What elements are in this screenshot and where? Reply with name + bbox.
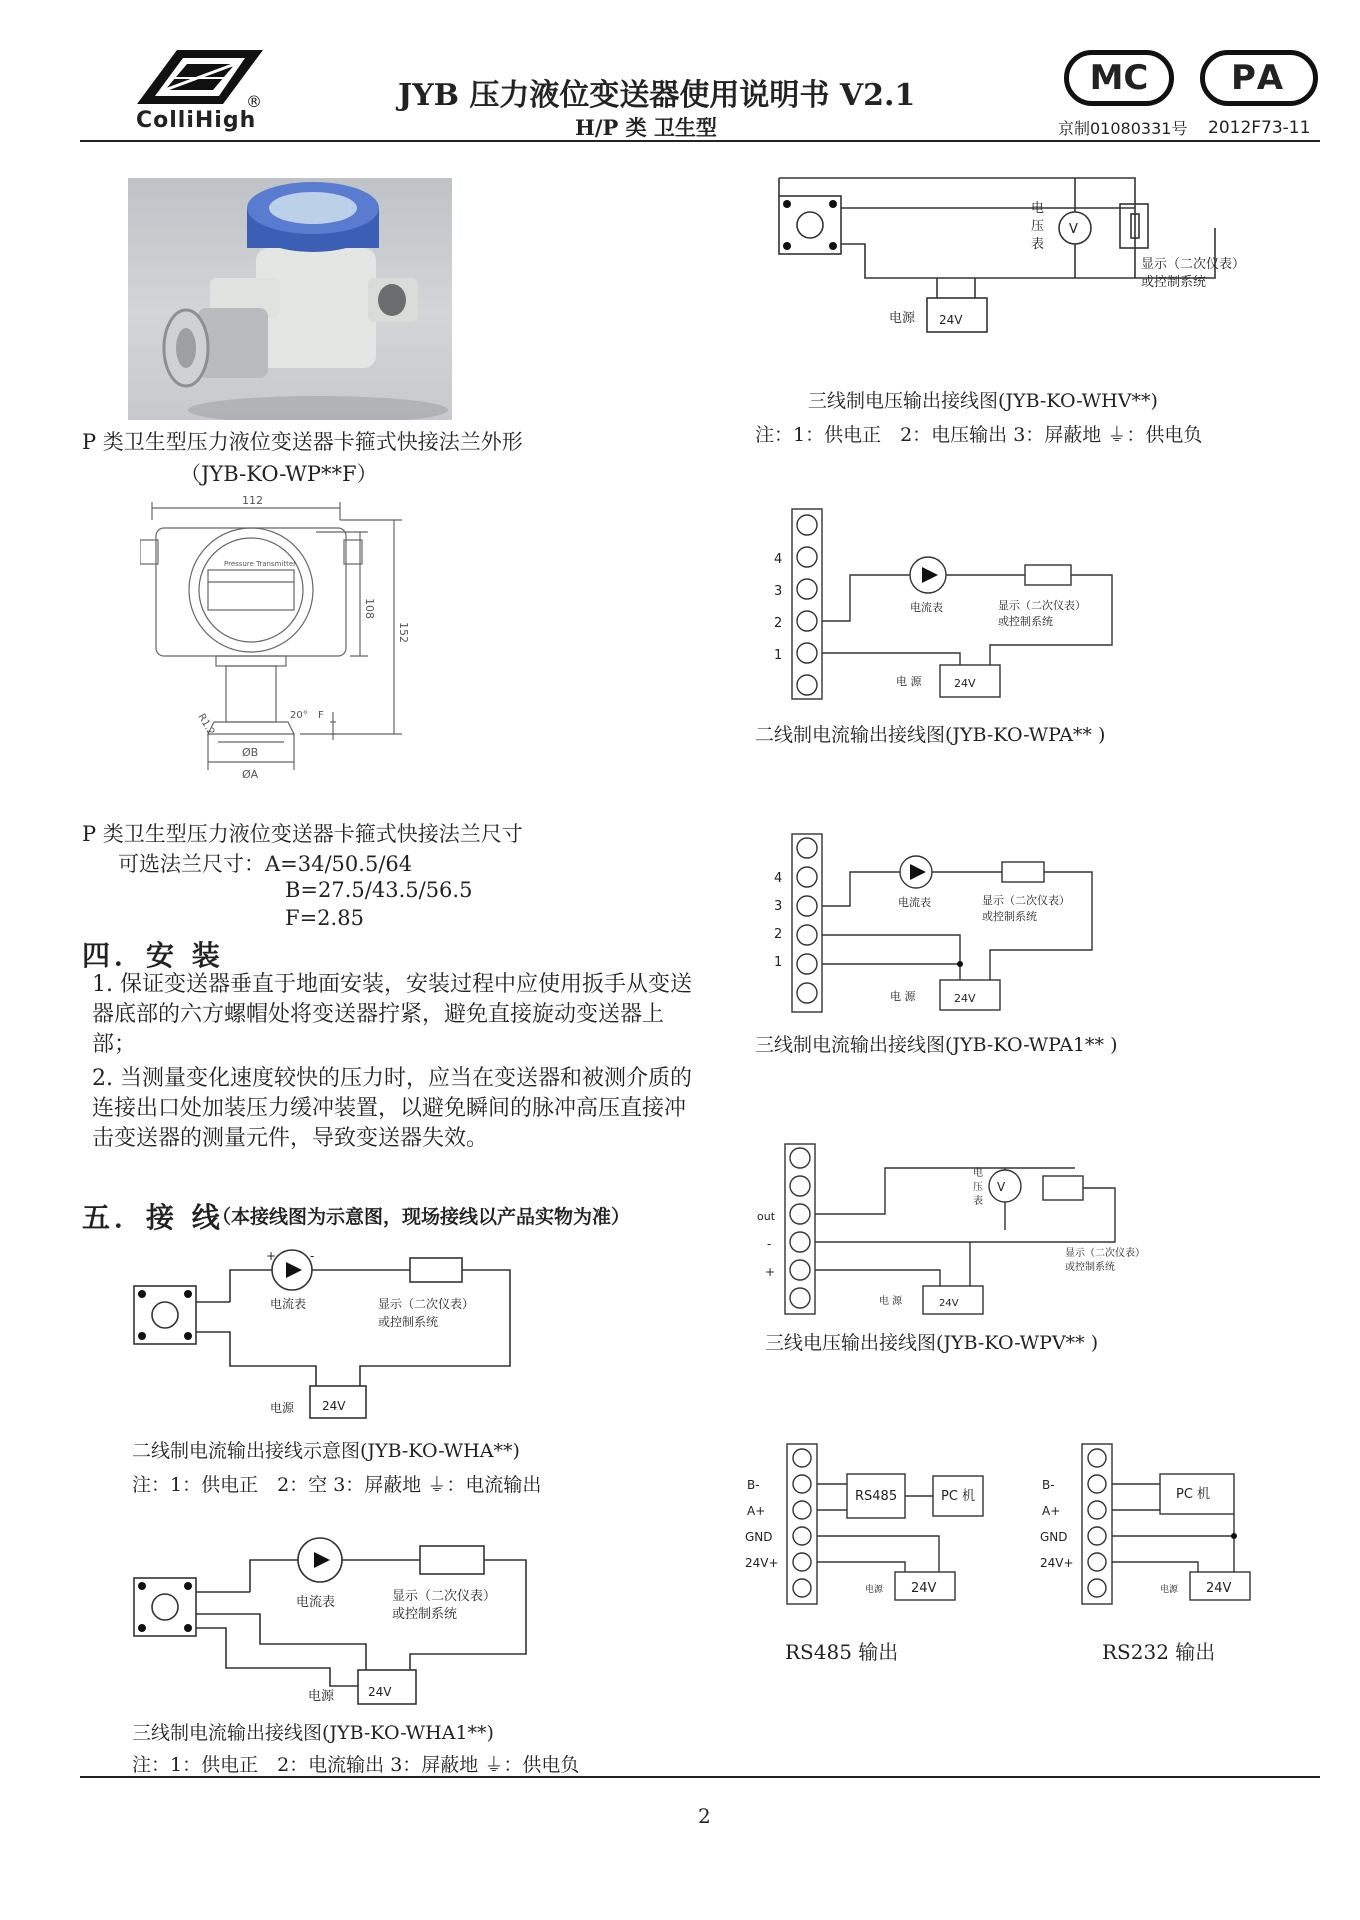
header-rule	[80, 140, 1320, 142]
voltage-label-7: 24V	[911, 1581, 937, 1596]
terminal-2: 2	[774, 616, 783, 631]
voltage-label-5: 24V	[954, 992, 976, 1005]
rs232-a-plus: A+	[1042, 1504, 1061, 1518]
power-label-2: 电源	[308, 1689, 335, 1704]
display-label-5: 显示（二次仪表）	[982, 894, 1070, 907]
terminal-plus: +	[765, 1265, 776, 1279]
page-number: 2	[698, 1804, 711, 1828]
voltmeter-label-5: 压	[973, 1182, 983, 1193]
wpa-caption: 二线制电流输出接线图(JYB-KO-WPA** )	[755, 724, 1106, 746]
section-4-title: 四．安 装	[82, 939, 224, 972]
ammeter-label-4: 电流表	[910, 601, 943, 614]
wha-note: 注：1：供电正 2：空 3：屏蔽地 ⏚：电流输出	[132, 1474, 542, 1496]
power-label-5: 电 源	[890, 990, 916, 1003]
rs485-caption: RS485 输出	[785, 1640, 899, 1664]
wha1-caption: 三线制电流输出接线图(JYB-KO-WHA1**)	[132, 1722, 494, 1744]
dim-f: F	[318, 710, 324, 721]
control-label: 或控制系统	[378, 1315, 439, 1329]
rs485-a-plus: A+	[747, 1504, 766, 1518]
voltage-label-4: 24V	[954, 677, 976, 690]
terminal-1: 1	[774, 648, 783, 663]
voltage-label-2: 24V	[368, 1685, 392, 1699]
terminal-3: 3	[774, 584, 783, 599]
display-label-6: 显示（二次仪表）	[1065, 1248, 1145, 1259]
control-label-5: 或控制系统	[982, 910, 1037, 923]
rs485-24v-plus: 24V+	[745, 1556, 779, 1570]
whv-caption: 三线制电压输出接线图(JYB-KO-WHV**)	[808, 390, 1158, 412]
dimension-drawing	[140, 490, 440, 790]
rs232-24v-plus: 24V+	[1040, 1556, 1074, 1570]
control-label-2: 或控制系统	[392, 1607, 458, 1622]
wha-caption: 二线制电流输出接线示意图(JYB-KO-WHA**)	[132, 1440, 520, 1462]
control-label-4: 或控制系统	[998, 615, 1053, 628]
voltmeter-label-1: 电	[1031, 201, 1045, 216]
voltage-label-8: 24V	[1206, 1581, 1232, 1596]
section-4-para-1: 1. 保证变送器垂直于地面安装，安装过程中应使用扳手从变送器底部的六方螺帽处将变送器拧紧，避免直接旋动变送器上部；	[92, 972, 692, 1057]
terminal-3b: 3	[774, 899, 783, 914]
wpv-caption: 三线电压输出接线图(JYB-KO-WPV** )	[765, 1332, 1099, 1354]
terminal-4: 4	[774, 552, 783, 567]
wiring-diagram-wpa	[760, 505, 1140, 705]
dim-height-152: 152	[397, 622, 410, 643]
power-label-4: 电 源	[896, 675, 922, 688]
ammeter-label-5: 电流表	[898, 896, 931, 909]
wiring-diagram-wha	[130, 1246, 530, 1426]
display-label: 显示（二次仪表）	[378, 1297, 475, 1311]
terminal-2b: 2	[774, 927, 783, 942]
minus-sign: -	[310, 1249, 315, 1263]
rs232-b-minus: B-	[1042, 1478, 1055, 1492]
footer-rule	[80, 1776, 1320, 1778]
cpa-mark-icon: PA	[1200, 50, 1318, 106]
product-photo	[128, 178, 452, 420]
voltage-label: 24V	[322, 1399, 346, 1413]
rs485-module: RS485	[855, 1489, 898, 1504]
rs232-gnd: GND	[1040, 1530, 1068, 1544]
dim-caption: P 类卫生型压力液位变送器卡箍式快接法兰尺寸	[82, 822, 523, 846]
power-label-6: 电 源	[879, 1296, 903, 1307]
dim-radius: R1.2	[195, 712, 217, 738]
dim-angle: 20°	[290, 710, 308, 721]
voltage-label-3: 24V	[939, 313, 963, 327]
rs485-b-minus: B-	[747, 1478, 760, 1492]
cert-number-1: 京制01080331号	[1058, 119, 1188, 138]
voltmeter-label-6: 表	[973, 1196, 983, 1207]
wiring-diagram-wpv	[755, 1140, 1175, 1320]
photo-caption-2: （JYB-KO-WP**F）	[180, 462, 378, 486]
terminal-1b: 1	[774, 955, 783, 970]
dim-a: ØA	[242, 768, 259, 781]
voltmeter-label-4: 电	[973, 1168, 983, 1179]
power-label-8: 电源	[1160, 1585, 1179, 1595]
wiring-diagram-rs232	[1040, 1440, 1300, 1610]
dim-b: ØB	[242, 746, 259, 759]
wiring-diagram-wpa1	[760, 830, 1120, 1020]
plus-sign: +	[266, 1249, 277, 1263]
section-5-title: 五．接 线	[82, 1201, 224, 1234]
doc-subtitle: H/P 类 卫生型	[575, 115, 717, 140]
ammeter-label: 电流表	[270, 1297, 307, 1311]
flange-line-3: F=2.85	[285, 906, 364, 930]
control-label-6: 或控制系统	[1065, 1262, 1115, 1273]
control-label-3: 或控制系统	[1141, 275, 1207, 290]
dim-width: 112	[242, 494, 263, 507]
display-label-3: 显示（二次仪表）	[1141, 257, 1246, 272]
wiring-diagram-wha1	[130, 1534, 550, 1714]
logo-registered: ®	[246, 92, 262, 111]
dim-height-108: 108	[363, 598, 376, 619]
display-label-4: 显示（二次仪表）	[998, 599, 1086, 612]
terminal-minus: -	[767, 1237, 772, 1251]
pc-label-2: PC 机	[1176, 1487, 1211, 1502]
wiring-diagram-whv	[775, 168, 1255, 338]
wpa1-caption: 三线制电流输出接线图(JYB-KO-WPA1** )	[755, 1034, 1118, 1056]
voltage-label-6: 24V	[939, 1298, 959, 1309]
whv-note: 注：1：供电正 2：电压输出 3：屏蔽地 ⏚：供电负	[755, 424, 1203, 446]
logo-text: ColliHigh	[136, 108, 257, 133]
flange-line-1: 可选法兰尺寸：A=34/50.5/64	[118, 852, 413, 876]
voltmeter-v-2: V	[997, 1180, 1006, 1194]
wha1-note: 注：1：供电正 2：电流输出 3：屏蔽地 ⏚：供电负	[132, 1754, 580, 1776]
section-4-para-2: 2. 当测量变化速度较快的压力时，应当在变送器和被测介质的连接出口处加装压力缓冲装置，以避免瞬间的脉冲高压直接冲击变送器的测量元件，导致变送器失效。	[92, 1066, 692, 1151]
transmitter-photo-icon	[128, 178, 452, 420]
voltmeter-v: V	[1069, 222, 1078, 237]
flange-line-2: B=27.5/43.5/56.5	[285, 878, 473, 902]
dim-label: Pressure Transmitter	[224, 560, 297, 568]
ammeter-label-2: 电流表	[296, 1595, 336, 1610]
terminal-4b: 4	[774, 871, 783, 886]
photo-caption-1: P 类卫生型压力液位变送器卡箍式快接法兰外形	[82, 430, 523, 454]
voltmeter-label-2: 压	[1031, 219, 1045, 234]
rs232-caption: RS232 输出	[1102, 1640, 1216, 1664]
power-label: 电源	[270, 1401, 295, 1415]
voltmeter-label-3: 表	[1031, 237, 1045, 252]
cmc-mark-icon: MC	[1064, 50, 1174, 106]
rs485-gnd: GND	[745, 1530, 773, 1544]
power-label-7: 电源	[865, 1585, 884, 1595]
cert-number-2: 2012F73-11	[1208, 118, 1311, 138]
power-label-3: 电源	[889, 311, 916, 326]
terminal-out: out	[757, 1210, 776, 1223]
wiring-diagram-rs485	[745, 1440, 1005, 1610]
doc-title: JYB 压力液位变送器使用说明书 V2.1	[398, 78, 916, 113]
section-5-note: （本接线图为示意图，现场接线以产品实物为准）	[212, 1206, 631, 1228]
display-label-2: 显示（二次仪表）	[392, 1589, 497, 1604]
pc-label: PC 机	[941, 1489, 976, 1504]
